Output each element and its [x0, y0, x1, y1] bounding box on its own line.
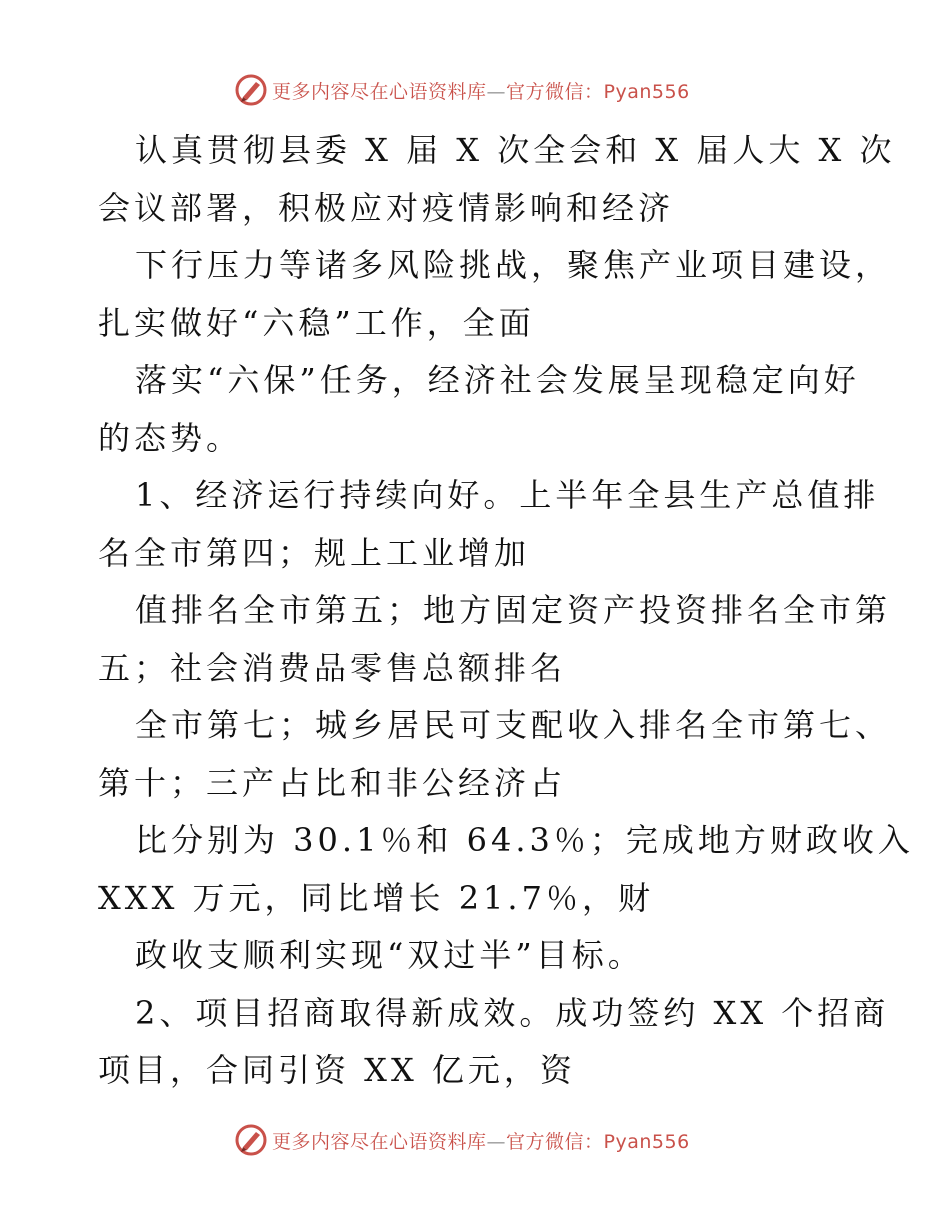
footer-watermark: [234, 1122, 690, 1158]
body-line: 值排名全市第五；地方固定资产投资排名全市第: [135, 591, 892, 629]
watermark-wechat-label: 官方微信：: [506, 1130, 604, 1153]
pen-logo-icon: [234, 1123, 268, 1157]
body-line: 的态势。: [98, 418, 243, 457]
document-body: [98, 122, 914, 1100]
body-line: 落实“六保”任务，经济社会发展呈现稳定向好: [135, 361, 860, 399]
watermark-brand: 更多内容尽在心语资料库: [272, 1130, 487, 1153]
body-line: 第十；三产占比和非公经济占: [98, 763, 567, 802]
body-line: 比分别为 30.1％和 64.3％；完成地方财政收入: [135, 821, 914, 859]
watermark-dash: —: [486, 1130, 507, 1153]
body-line: XXX 万元，同比增长 21.7％，财: [98, 878, 654, 917]
watermark-dash: —: [486, 80, 507, 103]
body-line: 五；社会消费品零售总额排名: [98, 648, 567, 687]
body-line: 1、经济运行持续向好。上半年全县生产总值排: [135, 476, 880, 514]
watermark-text: [272, 77, 690, 104]
body-line: 2、项目招商取得新成效。成功签约 XX 个招商: [135, 993, 890, 1032]
body-line: 扎实做好“六稳”工作，全面: [98, 303, 535, 342]
watermark-wechat-id: Pyan556: [603, 1130, 690, 1153]
watermark-brand: 更多内容尽在心语资料库: [272, 80, 487, 103]
body-line: 认真贯彻县委 X 届 X 次全会和 X 届人大 X 次: [135, 131, 896, 169]
watermark-wechat-id: Pyan556: [603, 80, 690, 103]
pen-logo-icon: [234, 73, 268, 107]
watermark-text: [272, 1127, 690, 1154]
watermark-wechat-label: 官方微信：: [506, 80, 604, 103]
header-watermark: [234, 72, 690, 108]
body-line: 名全市第四；规上工业增加: [98, 533, 531, 572]
body-line: 项目，合同引资 XX 亿元，资: [98, 1051, 576, 1089]
body-line: 全市第七；城乡居民可支配收入排名全市第七、: [135, 706, 892, 744]
body-line: 会议部署，积极应对疫情影响和经济: [98, 188, 675, 227]
body-line: 政收支顺利实现“双过半”目标。: [135, 936, 644, 974]
body-line: 下行压力等诸多风险挑战，聚焦产业项目建设，: [135, 246, 892, 284]
